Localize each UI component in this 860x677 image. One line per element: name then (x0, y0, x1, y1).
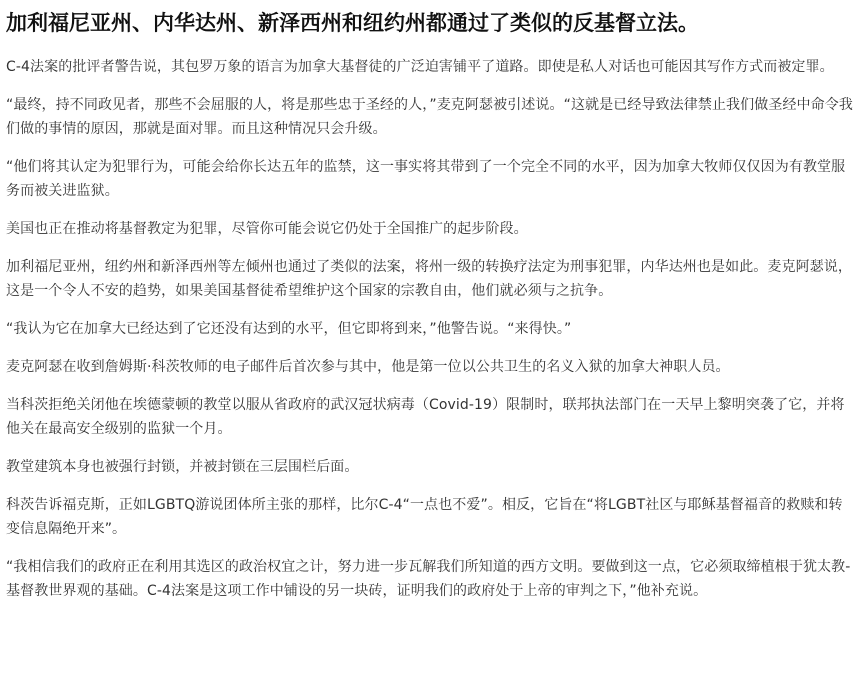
article-paragraph: 美国也正在推动将基督教定为犯罪，尽管你可能会说它仍处于全国推广的起步阶段。 (6, 221, 528, 237)
article-paragraph: 当科茨拒绝关闭他在埃德蒙顿的教堂以服从省政府的武汉冠状病毒（Covid-19）限制时，联邦执法部门在一天早上黎明突袭了它，并将他关在最高安全级别的监狱一个月。 (6, 397, 845, 437)
article-headline: 加利福尼亚州、内华达州、新泽西州和纽约州都通过了类似的反基督立法。 (6, 11, 699, 35)
article-paragraph: 教堂建筑本身也被强行封锁，并被封锁在三层围栏后面。 (6, 459, 359, 475)
article-paragraph: 麦克阿瑟在收到詹姆斯·科茨牧师的电子邮件后首次参与其中，他是第一位以公共卫生的名义入狱的加拿大神职人员。 (6, 359, 730, 375)
article-paragraph: 科茨告诉福克斯，正如LGBTQ游说团体所主张的那样，比尔C-4“一点也不爱”。相反，它旨在“将LGBT社区与耶稣基督福音的救赎和转变信息隔绝开来”。 (6, 497, 843, 537)
article-paragraph: 加利福尼亚州，纽约州和新泽西州等左倾州也通过了类似的法案，将州一级的转换疗法定为刑事犯罪，内华达州也是如此。麦克阿瑟说，这是一个令人不安的趋势，如果美国基督徒希望维护这个国家的宗教自由，他们就必须与之抗争。 (6, 259, 852, 299)
article-paragraph: “我认为它在加拿大已经达到了它还没有达到的水平，但它即将到来，”他警告说。“来得快。” (6, 321, 572, 337)
article-paragraph: “他们将其认定为犯罪行为，可能会给你长达五年的监禁，这一事实将其带到了一个完全不同的水平，因为加拿大牧师仅仅因为有教堂服务而被关进监狱。 (6, 159, 846, 199)
article-paragraph: “我相信我们的政府正在利用其选区的政治权宜之计，努力进一步瓦解我们所知道的西方文明。要做到这一点，它必须取缔植根于犹太教-基督教世界观的基础。C-4法案是这项工作中铺设的另一块砖，证明我们的政府处于上帝的审判之下，”他补充说。 (6, 559, 851, 599)
article-paragraph: C-4法案的批评者警告说，其包罗万象的语言为加拿大基督徒的广泛迫害铺平了道路。即使是私人对话也可能因其写作方式而被定罪。 (6, 59, 834, 75)
article-paragraph: “最终，持不同政见者，那些不会屈服的人，将是那些忠于圣经的人，”麦克阿瑟被引述说。“这就是已经导致法律禁止我们做圣经中命令我们做的事情的原因，那就是面对罪。而且这种情况只会升级。 (6, 97, 853, 137)
